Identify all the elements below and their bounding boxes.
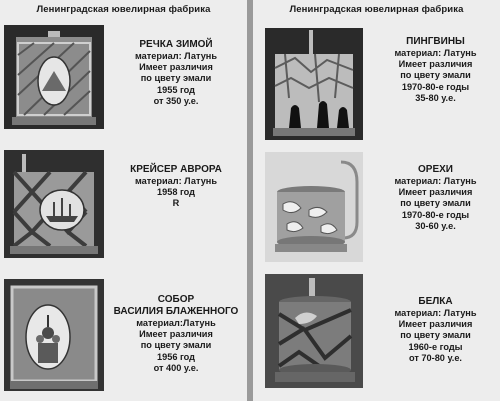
item-material: материал: Латунь: [394, 48, 477, 58]
product-photo-rechka-zimoy: [4, 25, 104, 129]
item-year: 1970-80-е годы: [401, 209, 470, 220]
item-description: [106, 39, 246, 107]
item-title: РЕЧКА ЗИМОЙ: [139, 39, 213, 50]
product-photo-pingviny: [265, 28, 363, 140]
item-description: [373, 164, 498, 232]
item-mark: R: [172, 198, 180, 209]
item-description: [373, 296, 498, 364]
left-page: [0, 0, 247, 401]
item-line: по цвету эмали: [140, 73, 212, 84]
item-title: КРЕЙСЕР АВРОРА: [130, 164, 222, 175]
item-material: материал:Латунь: [136, 318, 216, 328]
item-price: 30-60 у.е.: [415, 220, 456, 231]
catalog-item-belka: [253, 272, 500, 390]
item-line: по цвету эмали: [400, 70, 471, 81]
item-description: [106, 164, 246, 210]
item-description: [373, 36, 498, 104]
item-title: СОБОР: [157, 294, 195, 305]
item-line: Имеет различия: [139, 329, 213, 340]
page-header: Ленинградская ювелирная фабрика: [289, 4, 464, 15]
item-title-line-2: ВАСИЛИЯ БЛАЖЕННОГО: [113, 306, 239, 317]
page-header: Ленинградская ювелирная фабрика: [36, 4, 211, 15]
item-price: от 400 у.е.: [153, 362, 199, 373]
catalog-item-rechka-zimoy: [0, 22, 247, 140]
catalog-item-orehi: [253, 146, 500, 264]
catalog-item-sobor: [0, 276, 247, 394]
item-line: по цвету эмали: [400, 198, 471, 209]
item-year: 1955 год: [156, 84, 196, 95]
item-material: материал: Латунь: [134, 176, 218, 186]
item-price: от 70-80 у.е.: [408, 352, 462, 363]
item-title: ПИНГВИНЫ: [406, 36, 465, 47]
item-material: материал: Латунь: [394, 308, 477, 318]
catalog-item-kreyser-avrora: [0, 148, 247, 266]
item-year: 1956 год: [156, 351, 196, 362]
item-line: по цвету эмали: [400, 330, 471, 341]
item-year: 1970-80-е годы: [401, 81, 470, 92]
product-photo-belka: [265, 274, 363, 388]
item-price: 35-80 у.е.: [415, 92, 456, 103]
item-year: 1958 год: [156, 187, 196, 198]
right-page: [253, 0, 500, 401]
item-material: материал: Латунь: [394, 176, 477, 186]
item-line: Имеет различия: [398, 59, 473, 70]
product-photo-orehi: [265, 152, 363, 262]
item-line: по цвету эмали: [140, 340, 212, 351]
item-year: 1960-е годы: [408, 341, 463, 352]
item-material: материал: Латунь: [134, 51, 218, 61]
item-line: Имеет различия: [398, 319, 473, 330]
catalog-item-pingviny: [253, 22, 500, 140]
item-line: Имеет различия: [139, 62, 213, 73]
item-title: БЕЛКА: [418, 296, 453, 307]
item-description: [106, 294, 246, 374]
item-price: от 350 у.е.: [153, 95, 199, 106]
item-title: ОРЕХИ: [418, 164, 453, 175]
item-line: Имеет различия: [398, 187, 473, 198]
product-photo-sobor: [4, 279, 104, 391]
product-photo-kreyser-avrora: [4, 150, 104, 258]
